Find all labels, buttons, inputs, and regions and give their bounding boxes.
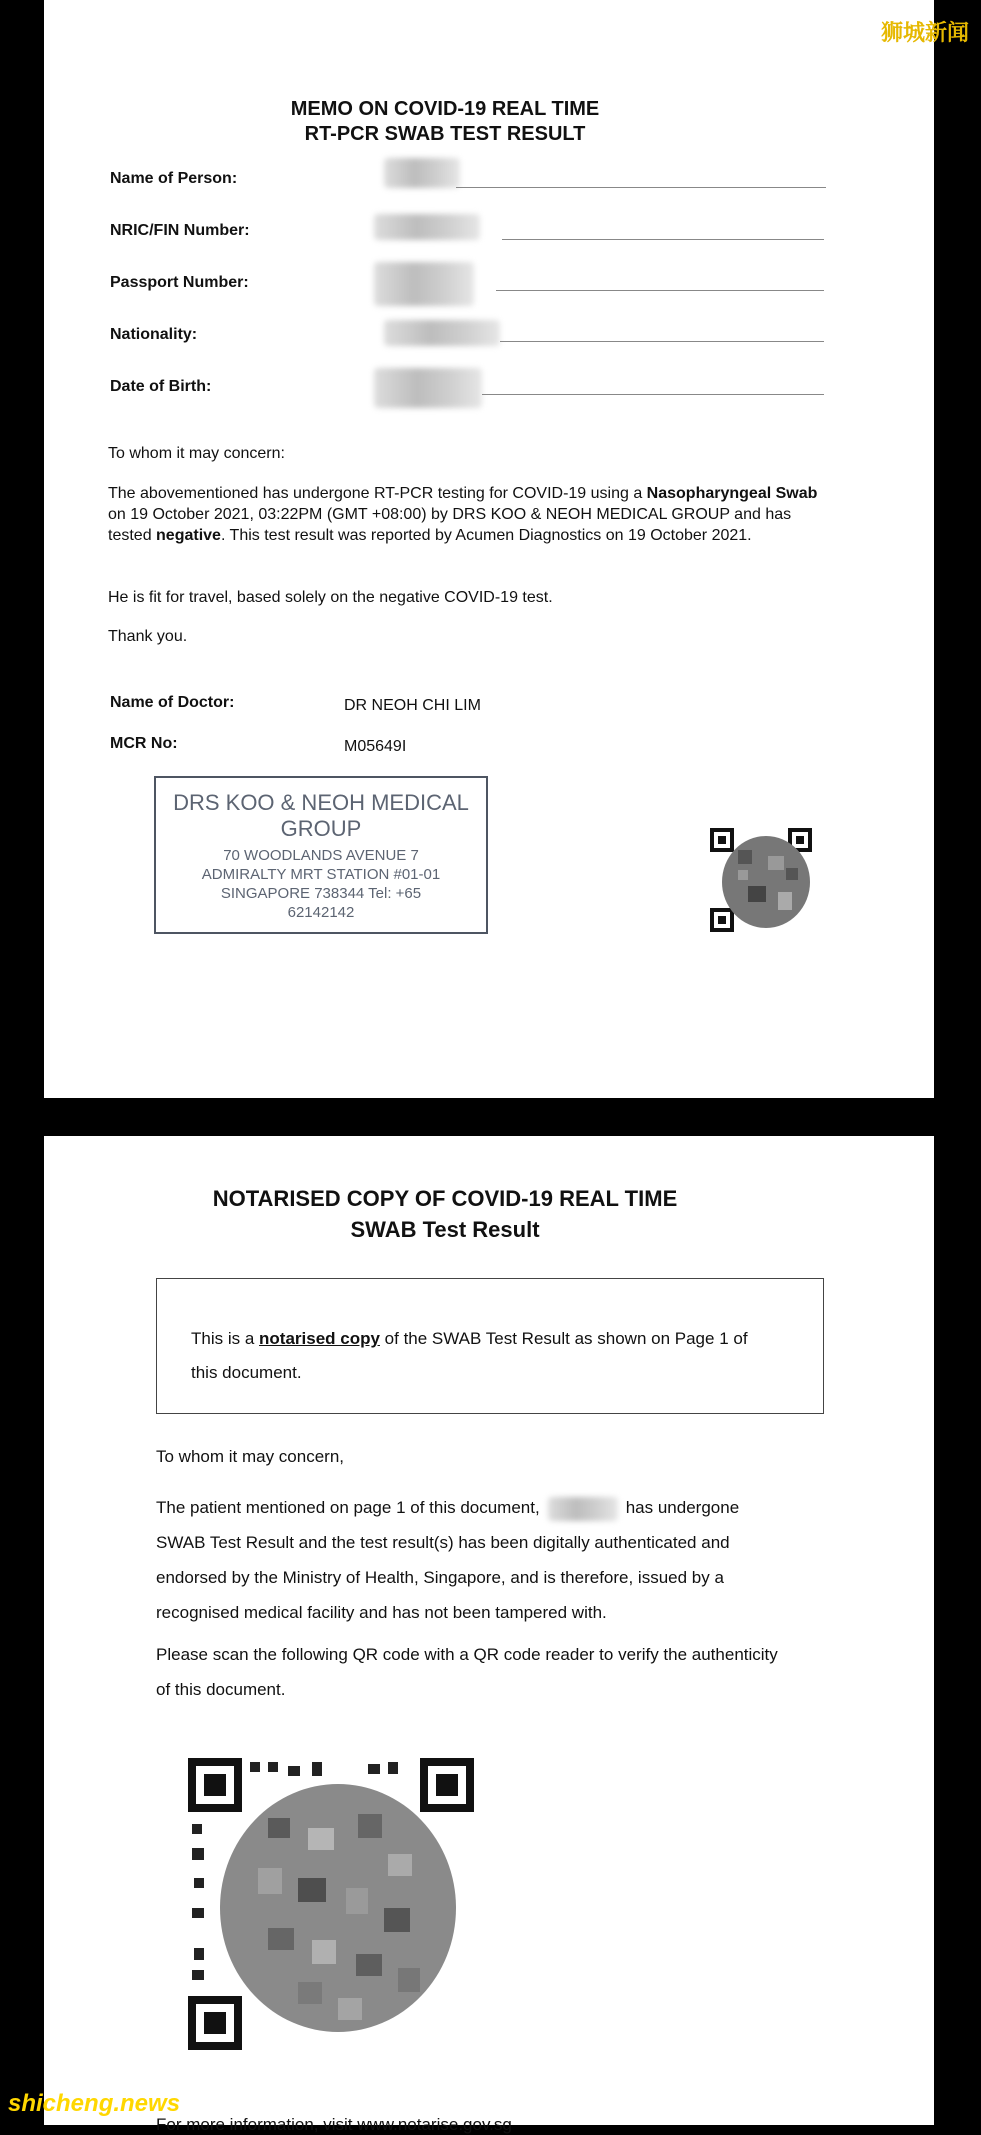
- clinic-stamp: DRS KOO & NEOH MEDICAL GROUP 70 WOODLANDS AVENUE 7 ADMIRALTY MRT STATION #01-01 SINGAPORE 738344 Tel: +65 62142142: [154, 776, 488, 934]
- nationality-line: [500, 341, 824, 342]
- notarised-salutation: To whom it may concern,: [156, 1447, 345, 1466]
- nric-line: [502, 239, 824, 240]
- thanks: Thank you.: [108, 628, 188, 645]
- redacted-passport: [374, 262, 474, 306]
- dob-label: Date of Birth:: [110, 378, 212, 395]
- notarised-paragraph-1: The patient mentioned on page 1 of this document, has undergone SWAB Test Result and the test result(s) has been digitally authenticated and endorsed by the Ministry of Health, Singapore, and is therefore, issued by a recognised medical facility and has not been tampered with.: [156, 1498, 740, 1622]
- redacted-nationality: [384, 320, 500, 346]
- mcr-value: M05649I: [344, 738, 407, 755]
- memo-body: The abovementioned has undergone RT-PCR testing for COVID-19 using a Nasopharyngeal Swab on 19 October 2021, 03:22PM (GMT +08:00) by DRS KOO & NEOH MEDICAL GROUP and has tested negative. This test result was reported by Acumen Diagnostics on 19 October 2021.: [108, 485, 818, 544]
- qr-code-small-icon: [708, 826, 814, 934]
- qr-code-large-icon: [188, 1758, 474, 2050]
- dob-line: [482, 394, 824, 395]
- notarised-paragraph-2: Please scan the following QR code with a QR code reader to verify the authenticity of this document.: [156, 1645, 778, 1699]
- name-of-person-label: Name of Person:: [110, 170, 238, 187]
- nationality-label: Nationality:: [110, 326, 198, 343]
- mcr-label: MCR No:: [110, 735, 178, 752]
- nric-label: NRIC/FIN Number:: [110, 222, 250, 239]
- notarised-notice-text: This is a notarised copy of the SWAB Test Result as shown on Page 1 of this document.: [191, 1329, 748, 1382]
- passport-label: Passport Number:: [110, 274, 249, 291]
- watermark-top-right: 狮城新闻: [880, 20, 969, 45]
- passport-line: [496, 290, 824, 291]
- name-line: [456, 187, 826, 188]
- redacted-dob: [374, 368, 482, 408]
- watermark-bottom-left: shicheng.news: [8, 2090, 181, 2117]
- memo-title: MEMO ON COVID-19 REAL TIME RT-PCR SWAB TEST RESULT: [290, 98, 600, 145]
- memo-salutation: To whom it may concern:: [108, 445, 285, 462]
- redacted-patient-name: [548, 1497, 618, 1521]
- fit-statement: He is fit for travel, based solely on the negative COVID-19 test.: [108, 589, 553, 606]
- doctor-value: DR NEOH CHI LIM: [344, 697, 481, 714]
- redacted-nric: [374, 214, 480, 240]
- notarised-title: NOTARISED COPY OF COVID-19 REAL TIME SWAB Test Result: [212, 1186, 678, 1242]
- notarised-footer: For more information, visit www.notarise.gov.sg: [156, 2115, 512, 2134]
- redacted-name: [384, 158, 460, 188]
- watermark-bottom-right: 微信号: kanxinjiapo: [690, 2098, 862, 2120]
- doctor-label: Name of Doctor:: [110, 694, 235, 711]
